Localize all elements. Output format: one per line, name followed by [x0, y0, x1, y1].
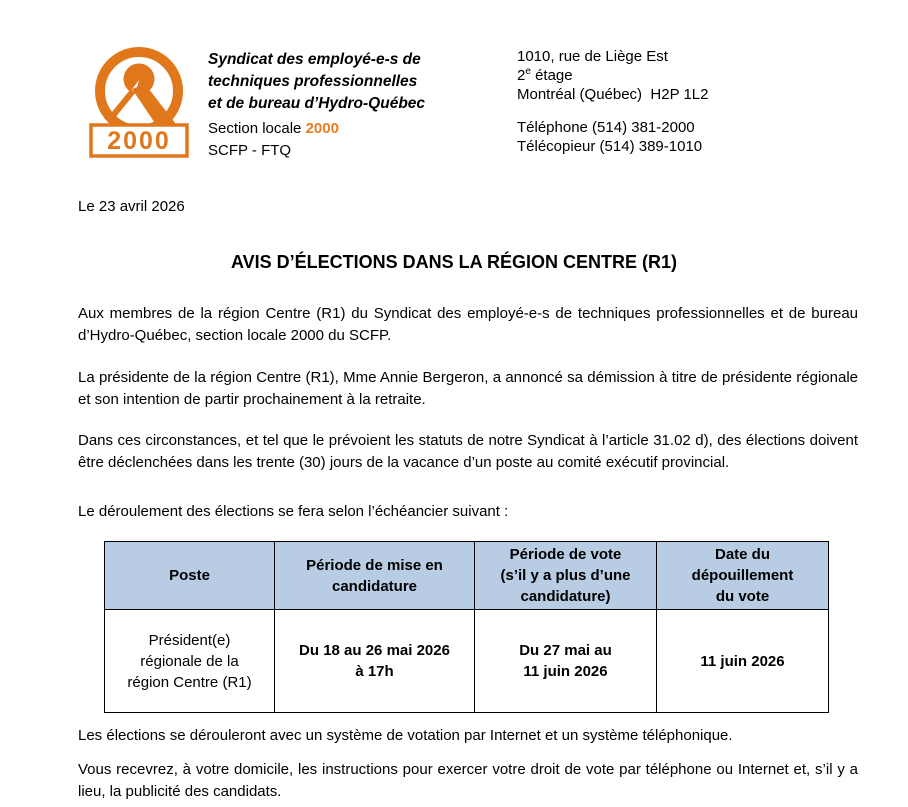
header-line: Période de vote: [509, 546, 622, 563]
address-street: 1010, rue de Liège Est: [517, 48, 668, 65]
cell-line: région Centre (R1): [127, 673, 252, 691]
paragraph-statutes: Dans ces circonstances, et tel que le prévoient les statuts de notre Syndicat à l’article 31.02 d), des élections doivent être déclenchées dans les trente (30) jours de la vacance d’un poste au comité exécutif provincial.: [78, 432, 858, 471]
address-floor-number: 2: [517, 67, 526, 84]
header-line: candidature): [520, 588, 611, 605]
cell-candidature: [275, 610, 475, 713]
header-line: candidature: [331, 577, 418, 595]
cell-line: Du 18 au 26 mai 2026: [299, 642, 450, 659]
logo-emblem-icon: [86, 46, 192, 160]
header-line: Poste: [169, 567, 210, 584]
table-header-vote: [475, 542, 657, 610]
address-city: Montréal (Québec) H2P 1L2: [517, 86, 709, 103]
fax-line: Télécopieur (514) 389-1010: [517, 138, 703, 155]
phone-block: [517, 118, 709, 156]
address-block: [517, 47, 709, 156]
cell-depouillement: [657, 610, 829, 713]
org-name-block: [208, 49, 425, 162]
header-line: Période de mise en: [306, 556, 443, 574]
section-locale-line: [208, 118, 425, 140]
table-header-depouillement: [657, 542, 829, 610]
table-header-row: [105, 542, 829, 610]
address-floor-word: étage: [530, 67, 573, 84]
cell-line: régionale de la: [140, 652, 239, 670]
header-line: Date du: [714, 546, 770, 563]
paragraph-instructions: Vous recevrez, à votre domicile, les instructions pour exercer votre droit de vote par téléphone ou Internet et, s’il y a lieu, la publicité des candidats.: [78, 761, 858, 800]
table-row: [105, 610, 829, 713]
org-name-line: et de bureau d’Hydro-Québec: [208, 95, 426, 112]
cell-line: à 17h: [355, 663, 394, 680]
table-header-candidature: [275, 542, 475, 610]
paragraph-resignation: La présidente de la région Centre (R1), Mme Annie Bergeron, a annoncé sa démission à titre de présidente régionale et son intention de partir prochainement à la retraite.: [78, 369, 858, 408]
org-name-line: techniques professionnelles: [208, 73, 418, 90]
cell-vote: [475, 610, 657, 713]
header-line: (s’il y a plus d’une: [500, 567, 631, 584]
cell-line: Du 27 mai au: [519, 642, 612, 659]
document-title: AVIS D’ÉLECTIONS DANS LA RÉGION CENTRE (R1): [230, 252, 678, 272]
section-locale-label: Section locale: [208, 120, 302, 137]
cell-line: 11 juin 2026: [523, 663, 608, 680]
ste-2000-logo: [86, 46, 192, 160]
logo-year-label: 2000: [107, 127, 171, 155]
phone-line: Téléphone (514) 381-2000: [517, 119, 695, 136]
address-floor: [517, 66, 709, 85]
address-floor-ordinal: e: [525, 66, 531, 77]
election-schedule-table: [104, 541, 829, 713]
table-header-poste: [105, 542, 275, 610]
affiliation-line: SCFP - FTQ: [208, 142, 292, 159]
org-name-line: Syndicat des employé-e-s de: [208, 51, 421, 68]
section-locale-number: 2000: [305, 120, 339, 137]
paragraph-recipients: Aux membres de la région Centre (R1) du Syndicat des employé-e-s de techniques professionnelles et de bureau d’Hydro-Québec, section locale 2000 du SCFP.: [78, 305, 858, 344]
header-line: dépouillement: [691, 567, 794, 584]
cell-line: 11 juin 2026: [700, 652, 785, 670]
paragraph-voting-system: Les élections se dérouleront avec un système de votation par Internet et un système téléphonique.: [78, 727, 733, 744]
document-date: Le 23 avril 2026: [78, 198, 185, 215]
header-line: du vote: [715, 588, 770, 605]
paragraph-schedule-intro: Le déroulement des élections se fera selon l’échéancier suivant :: [78, 503, 509, 520]
cell-poste: [105, 610, 275, 713]
cell-line: Président(e): [148, 631, 231, 649]
